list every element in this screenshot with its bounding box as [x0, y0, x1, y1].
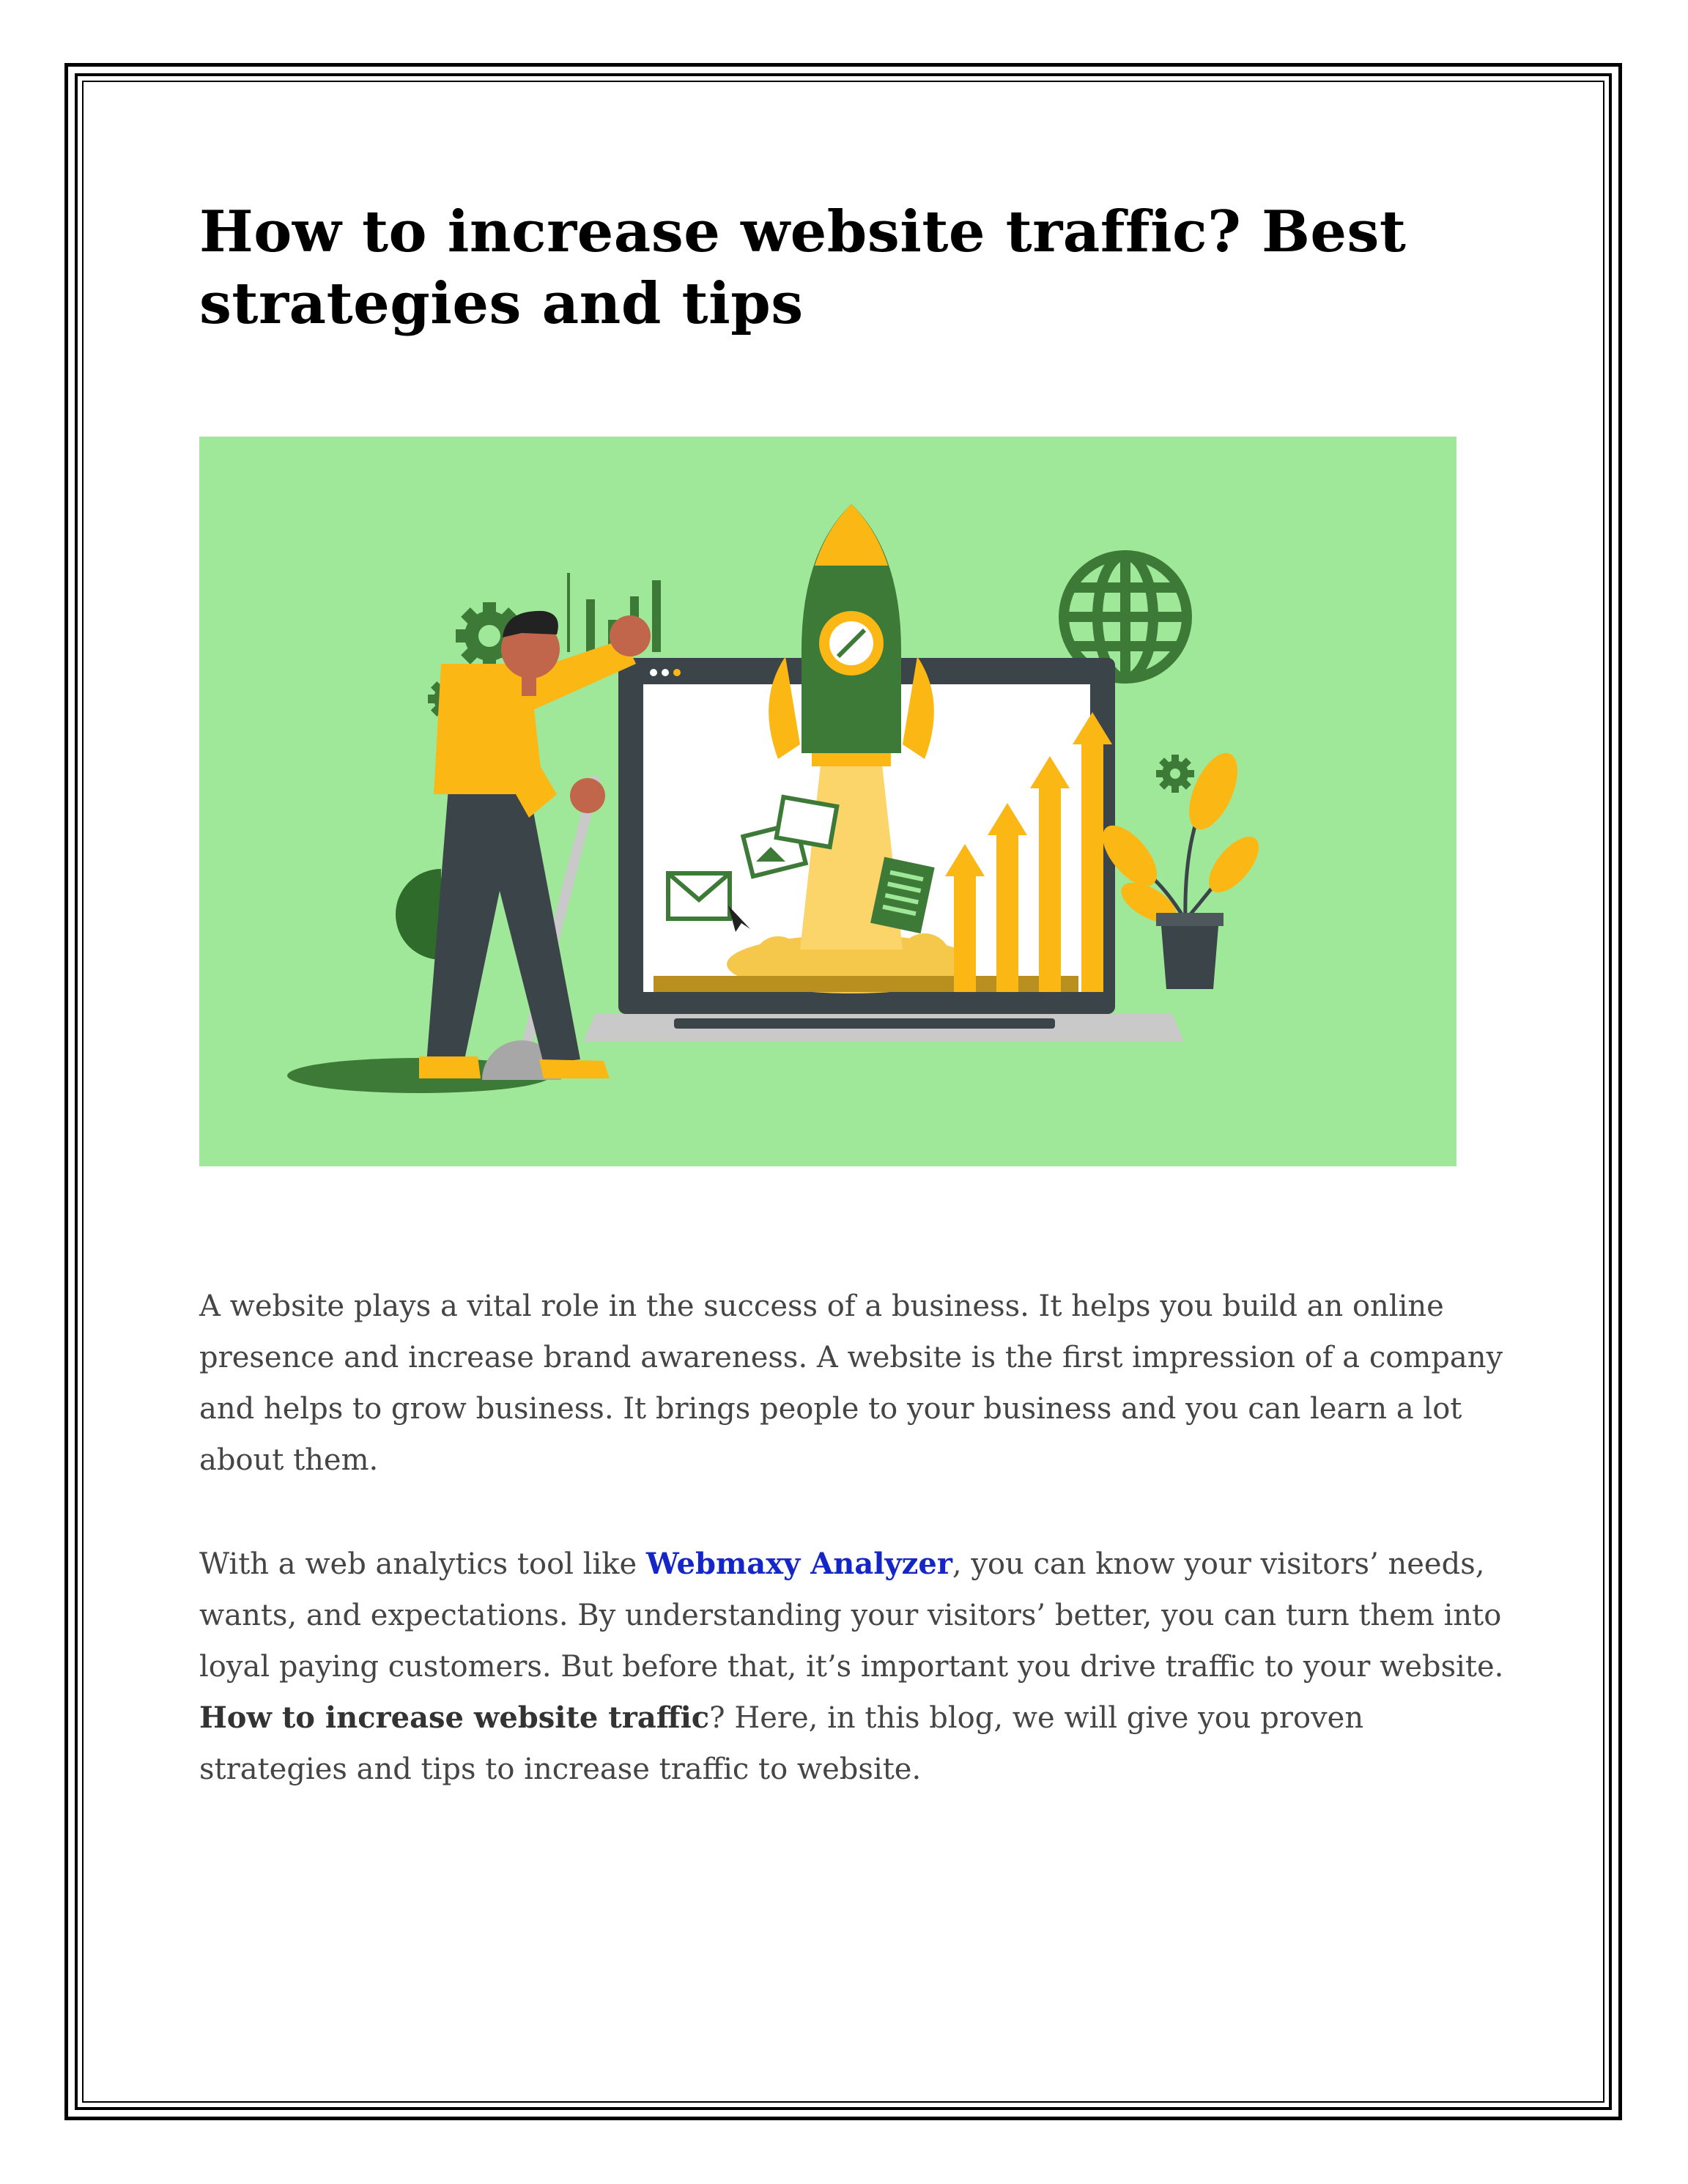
- hero-image: [199, 437, 1456, 1166]
- paragraph-line: [199, 1539, 1489, 1590]
- paragraph-line: about them.: [199, 1443, 379, 1477]
- paragraph-line: presence and increase brand awareness. A website is the first impression of a company: [199, 1341, 1503, 1374]
- analytics-paragraph: [199, 1539, 1504, 1795]
- paragraph-line: strategies and tips to increase traffic to website.: [199, 1752, 922, 1786]
- paragraph-line: and helps to grow business. It brings people to your business and you can learn a lot: [199, 1392, 1462, 1426]
- paragraph-line: wants, and expectations. By understanding your visitors’ better, you can turn them into: [199, 1599, 1502, 1632]
- paragraph-line: A website plays a vital role in the success of a business. It helps you build an online: [199, 1289, 1444, 1323]
- title-line-2: strategies and tips: [199, 270, 804, 337]
- line-text: ? Here, in this blog, we will give you proven: [709, 1701, 1364, 1735]
- bold-phrase: How to increase website traffic: [199, 1700, 710, 1735]
- intro-paragraph: [199, 1281, 1503, 1486]
- title-line-1: How to increase website traffic? Best: [199, 199, 1407, 265]
- paragraph-line: loyal paying customers. But before that, it’s important you drive traffic to your website.: [199, 1650, 1504, 1684]
- webmaxy-analyzer-link[interactable]: Webmaxy Analyzer: [645, 1547, 952, 1581]
- paragraph-line: [199, 1692, 1489, 1744]
- line-text: With a web analytics tool like: [199, 1547, 646, 1581]
- line-text: , you can know your visitors’ needs,: [952, 1547, 1485, 1581]
- page-title: [199, 196, 1489, 340]
- website-traffic-rocket-illustration: [199, 437, 1456, 1166]
